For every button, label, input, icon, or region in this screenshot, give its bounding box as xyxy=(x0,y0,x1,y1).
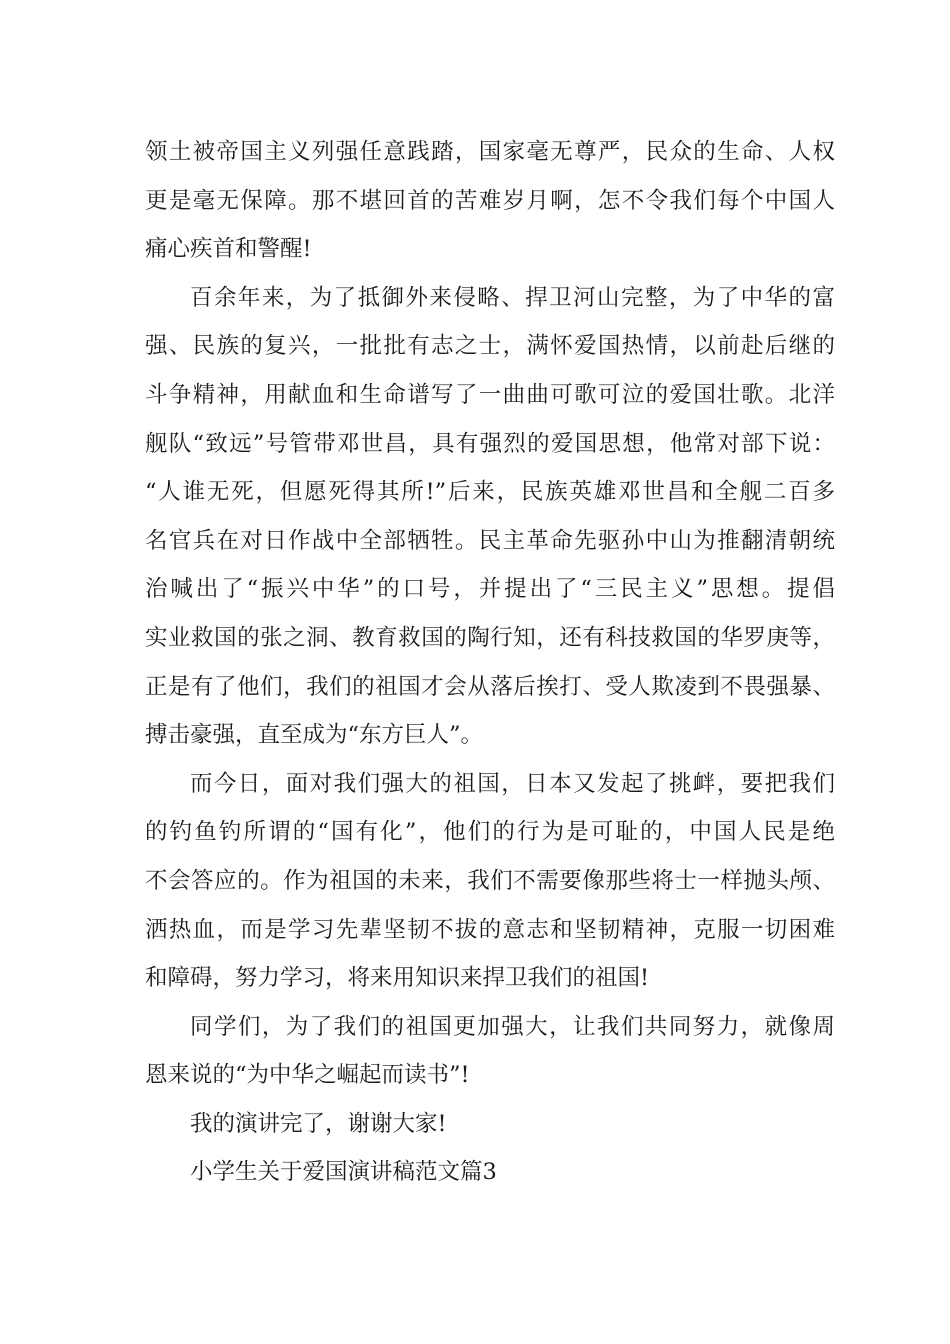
paragraph-4 xyxy=(145,1003,835,1100)
text-line: 而今日，面对我们强大的祖国，日本又发起了挑衅，要把我们 xyxy=(190,770,835,797)
text-line: 的钓鱼钓所谓的“国有化”，他们的行为是可耻的，中国人民是绝 xyxy=(145,819,835,846)
text-line: “人谁无死，但愿死得其所!”后来，民族英雄邓世昌和全舰二百多 xyxy=(145,479,835,506)
text-line: 不会答应的。作为祖国的未来，我们不需要像那些将士一样抛头颅、 xyxy=(145,867,835,894)
text-line: 治喊出了“振兴中华”的口号，并提出了“三民主义”思想。提倡 xyxy=(145,576,835,603)
text-line: 恩来说的“为中华之崛起而读书”! xyxy=(145,1062,470,1089)
text-line: 和障碍，努力学习，将来用知识来捍卫我们的祖国! xyxy=(145,965,650,992)
text-line: 我的演讲完了，谢谢大家! xyxy=(190,1110,447,1137)
paragraph-3 xyxy=(145,760,835,1003)
text-line: 斗争精神，用献血和生命谱写了一曲曲可歌可泣的爱国壮歌。北洋 xyxy=(145,381,835,408)
text-line: 同学们，为了我们的祖国更加强大，让我们共同努力，就像周 xyxy=(190,1013,835,1040)
text-line: 洒热血，而是学习先辈坚韧不拔的意志和坚韧精神，克服一切困难 xyxy=(145,916,835,943)
text-line: 舰队“致远”号管带邓世昌，具有强烈的爱国思想，他常对部下说： xyxy=(145,430,835,457)
heading-line: 小学生关于爱国演讲稿范文篇3 xyxy=(190,1159,497,1186)
text-line: 名官兵在对日作战中全部牺牲。民主革命先驱孙中山为推翻清朝统 xyxy=(145,527,835,554)
paragraph-2 xyxy=(145,274,835,760)
document-body xyxy=(145,128,835,1197)
text-line: 强、民族的复兴，一批批有志之士，满怀爱国热情，以前赴后继的 xyxy=(145,333,835,360)
text-line: 更是毫无保障。那不堪回首的苦难岁月啊，怎不令我们每个中国人 xyxy=(145,187,835,214)
paragraph-5 xyxy=(145,1100,835,1149)
text-line: 领土被帝国主义列强任意践踏，国家毫无尊严，民众的生命、人权 xyxy=(145,139,835,165)
text-line: 正是有了他们，我们的祖国才会从落后挨打、受人欺凌到不畏强暴、 xyxy=(145,673,835,700)
section-heading xyxy=(145,1148,835,1197)
text-line: 实业救国的张之洞、教育救国的陶行知，还有科技救国的华罗庚等， xyxy=(145,624,835,651)
paragraph-1 xyxy=(145,128,835,274)
text-line: 痛心疾首和警醒! xyxy=(145,236,312,263)
text-line: 百余年来，为了抵御外来侵略、捍卫河山完整，为了中华的富 xyxy=(190,284,835,311)
text-line: 搏击豪强，直至成为“东方巨人”。 xyxy=(145,722,484,749)
